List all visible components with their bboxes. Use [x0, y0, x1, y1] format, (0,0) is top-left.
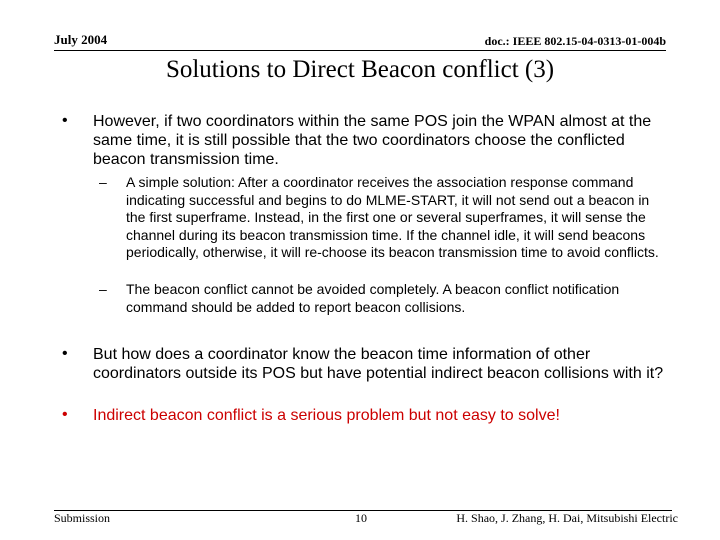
footer-page-number: 10	[355, 511, 367, 525]
slide-title: Solutions to Direct Beacon conflict (3)	[165, 56, 555, 83]
bullet-marker: •	[62, 406, 68, 423]
footer-submission: Submission	[54, 511, 111, 525]
header-date: July 2004	[54, 32, 108, 47]
bullet-text: But how does a coordinator know the beacon time information of other coordinators outside its POS but have potential indirect beacon collisions with it?	[93, 346, 664, 382]
sub-bullet-text: The beacon conflict cannot be avoided completely. A beacon conflict notification command should be added to report beacon collisions.	[126, 281, 620, 315]
sub-bullet-marker: –	[99, 174, 107, 190]
bullet-marker: •	[62, 112, 68, 129]
header-doc-id: doc.: IEEE 802.15-04-0313-01-004b	[484, 34, 666, 48]
sub-bullet-marker: –	[99, 281, 107, 297]
header-rule	[54, 50, 666, 51]
bullet-text: Indirect beacon conflict is a serious problem but not easy to solve!	[93, 407, 560, 424]
bullet-text: However, if two coordinators within the same POS join the WPAN almost at the same time, it is still possible that the two coordinators choose the conflicted beacon transmission time.	[93, 113, 652, 168]
footer-authors: H. Shao, J. Zhang, H. Dai, Mitsubishi Electric	[456, 511, 678, 525]
bullet-marker: •	[62, 345, 68, 362]
sub-bullet-text: A simple solution: After a coordinator receives the association response command indicating successful and begins to do MLME-START, it will not send out a beacon in the first superframe. Instead, in the first one or several superframes, it will sense the channel during its beacon transmission time. If the channel idle, it will send beacons periodically, otherwise, it will re-choose its beacon transmission time to avoid conflicts.	[126, 174, 659, 260]
